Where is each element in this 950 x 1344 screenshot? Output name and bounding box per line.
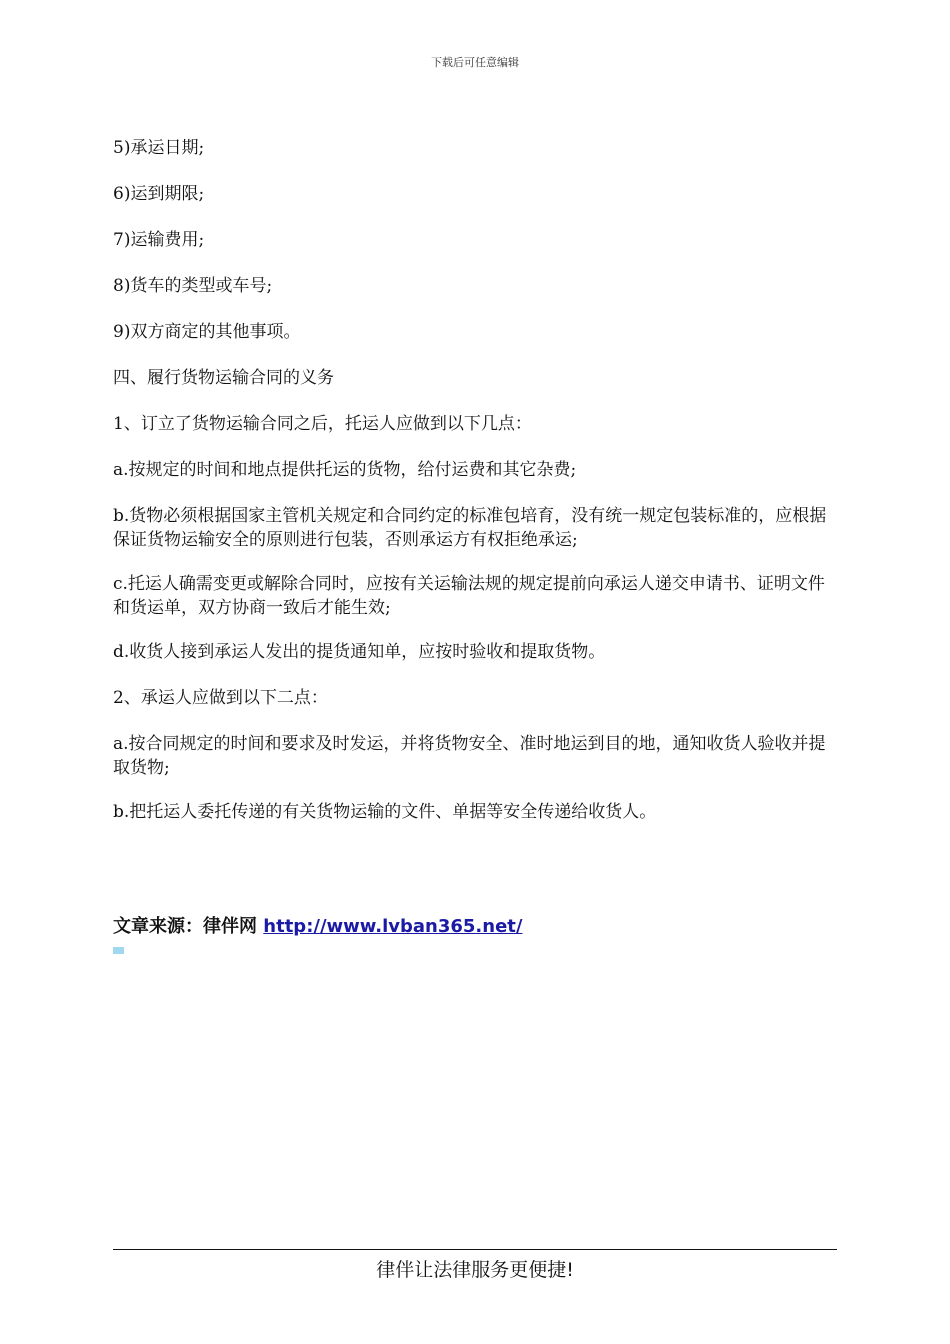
paragraph-shipper-a: a.按规定的时间和地点提供托运的货物，给付运费和其它杂费; bbox=[113, 460, 577, 480]
source-link[interactable]: http://www.lvban365.net/ bbox=[263, 916, 523, 937]
paragraph-carrier-duties: 2、承运人应做到以下二点： bbox=[113, 688, 328, 708]
paragraph-item-8: 8)货车的类型或车号; bbox=[113, 276, 273, 296]
footer-slogan: 律伴让法律服务更便捷! bbox=[376, 1259, 574, 1281]
section-heading-obligations: 四、履行货物运输合同的义务 bbox=[113, 368, 334, 388]
footer-divider bbox=[113, 1249, 837, 1250]
article-source bbox=[113, 912, 522, 938]
paragraph-carrier-b: b.把托运人委托传递的有关货物运输的文件、单据等安全传递给收货人。 bbox=[113, 802, 657, 822]
paragraph-item-7: 7)运输费用; bbox=[113, 230, 205, 250]
page-header: 下载后可任意编辑 bbox=[431, 56, 519, 69]
paragraph-shipper-d: d.收货人接到承运人发出的提货通知单，应按时验收和提取货物。 bbox=[113, 642, 606, 662]
paragraph-item-9: 9)双方商定的其他事项。 bbox=[113, 322, 301, 342]
marker-block bbox=[113, 947, 124, 954]
source-label: 文章来源：律伴网 bbox=[113, 916, 264, 937]
paragraph-carrier-a: a.按合同规定的时间和要求及时发运，并将货物安全、准时地运到目的地，通知收货人验收并提取货物; bbox=[113, 734, 826, 778]
paragraph-shipper-c: c.托运人确需变更或解除合同时，应按有关运输法规的规定提前向承运人递交申请书、证明文件和货运单，双方协商一致后才能生效; bbox=[113, 574, 825, 618]
paragraph-shipper-duties: 1、订立了货物运输合同之后，托运人应做到以下几点： bbox=[113, 414, 532, 434]
paragraph-item-5: 5)承运日期; bbox=[113, 138, 205, 158]
document-body bbox=[113, 136, 837, 846]
paragraph-item-6: 6)运到期限; bbox=[113, 184, 205, 204]
paragraph-shipper-b: b.货物必须根据国家主管机关规定和合同约定的标准包培育，没有统一规定包装标准的，应根据保证货物运输安全的原则进行包装，否则承运方有权拒绝承运; bbox=[113, 506, 827, 550]
